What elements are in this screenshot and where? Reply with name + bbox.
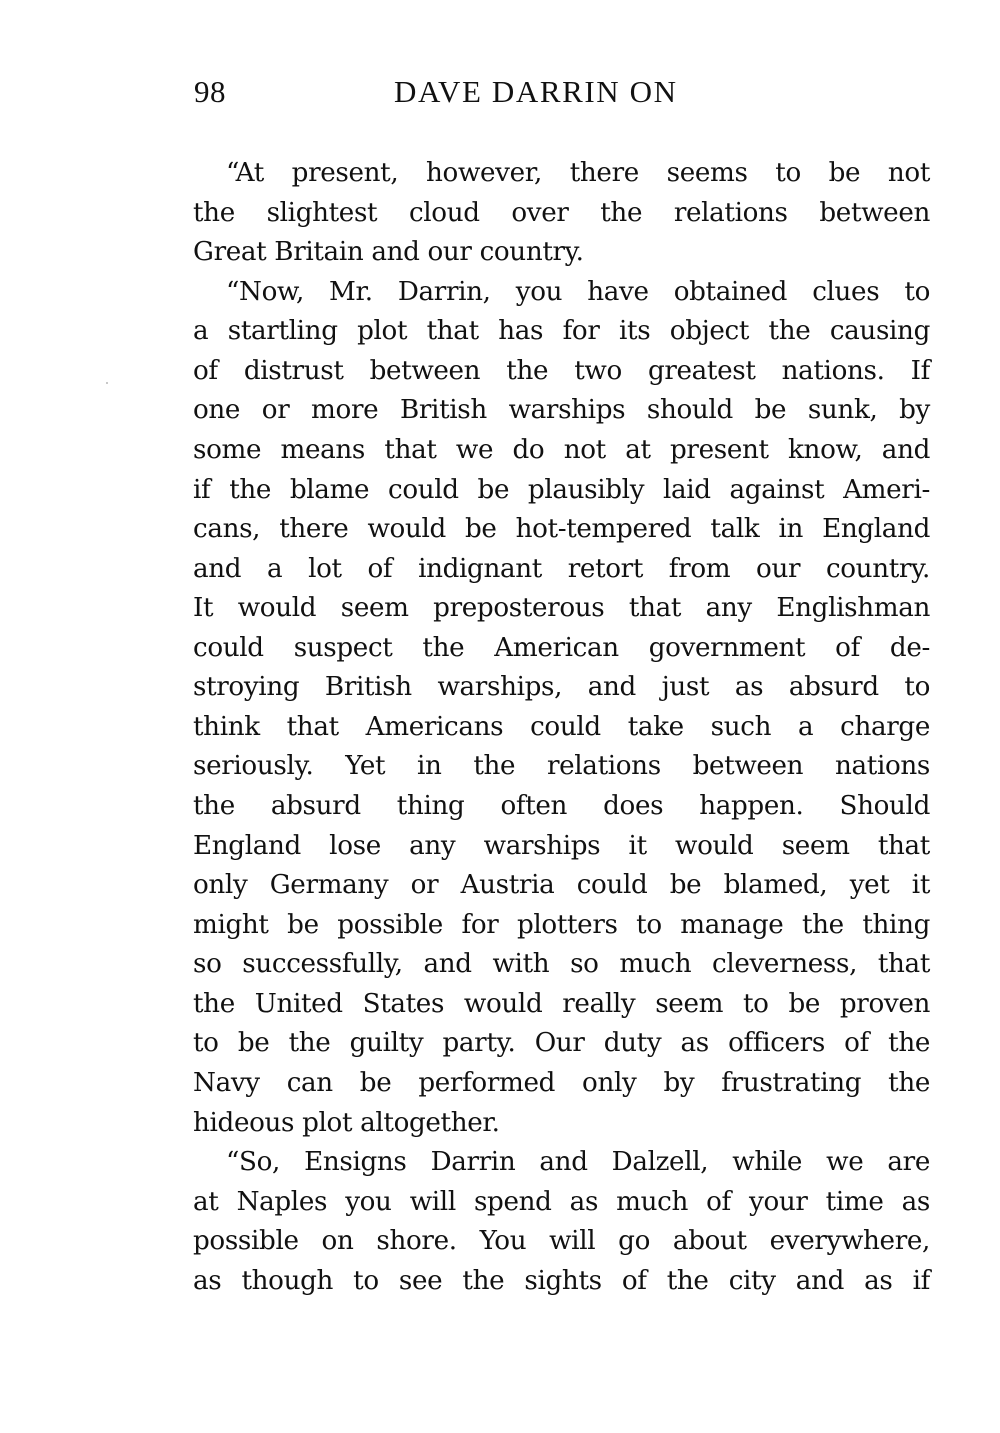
- text-line: Great Britain and our country.: [193, 237, 584, 268]
- text-line: some means that we do not at present know, and: [193, 434, 930, 465]
- text-line: as though to see the sights of the city and as if: [193, 1265, 930, 1296]
- margin-speck: [106, 382, 108, 384]
- text-line: “At present, however, there seems to be not: [226, 158, 930, 188]
- text-line: one or more British warships should be sunk, by: [193, 395, 930, 426]
- text-line: a startling plot that has for its object the causing: [193, 316, 930, 347]
- text-line: Navy can be performed only by frustrating the: [193, 1067, 930, 1098]
- text-line: hideous plot altogether.: [193, 1107, 500, 1138]
- text-line: if the blame could be plausibly laid against Ameri-: [193, 474, 930, 505]
- page-header: [194, 72, 930, 112]
- text-line: think that Americans could take such a charge: [193, 711, 930, 742]
- text-line: cans, there would be hot-tempered talk in England: [193, 514, 930, 545]
- text-line: at Naples you will spend as much of your time as: [193, 1186, 930, 1217]
- text-line: of distrust between the two greatest nations. If: [193, 355, 930, 386]
- text-line: to be the guilty party. Our duty as officers of the: [193, 1028, 930, 1059]
- text-line: and a lot of indignant retort from our country.: [193, 553, 930, 584]
- text-line: “Now, Mr. Darrin, you have obtained clues to: [226, 276, 930, 307]
- body-text: [193, 154, 930, 1301]
- text-line: only Germany or Austria could be blamed, yet it: [193, 870, 930, 901]
- running-head: DAVE DARRIN ON: [394, 74, 678, 109]
- text-line: It would seem preposterous that any Englishman: [193, 593, 930, 624]
- text-line: might be possible for plotters to manage the thing: [193, 909, 930, 940]
- text-line: seriously. Yet in the relations between nations: [193, 751, 930, 782]
- text-line: stroying British warships, and just as absurd to: [193, 672, 930, 703]
- text-line: could suspect the American government of de-: [193, 632, 930, 663]
- text-line: the United States would really seem to be proven: [193, 988, 930, 1019]
- text-line: so successfully, and with so much cleverness, that: [193, 949, 930, 980]
- text-line: the absurd thing often does happen. Should: [193, 791, 930, 821]
- text-line: possible on shore. You will go about everywhere,: [193, 1226, 930, 1257]
- text-line: “So, Ensigns Darrin and Dalzell, while we are: [226, 1147, 930, 1178]
- text-line: England lose any warships it would seem that: [193, 830, 930, 861]
- page-number: 98: [194, 74, 226, 109]
- text-line: the slightest cloud over the relations between: [193, 197, 930, 228]
